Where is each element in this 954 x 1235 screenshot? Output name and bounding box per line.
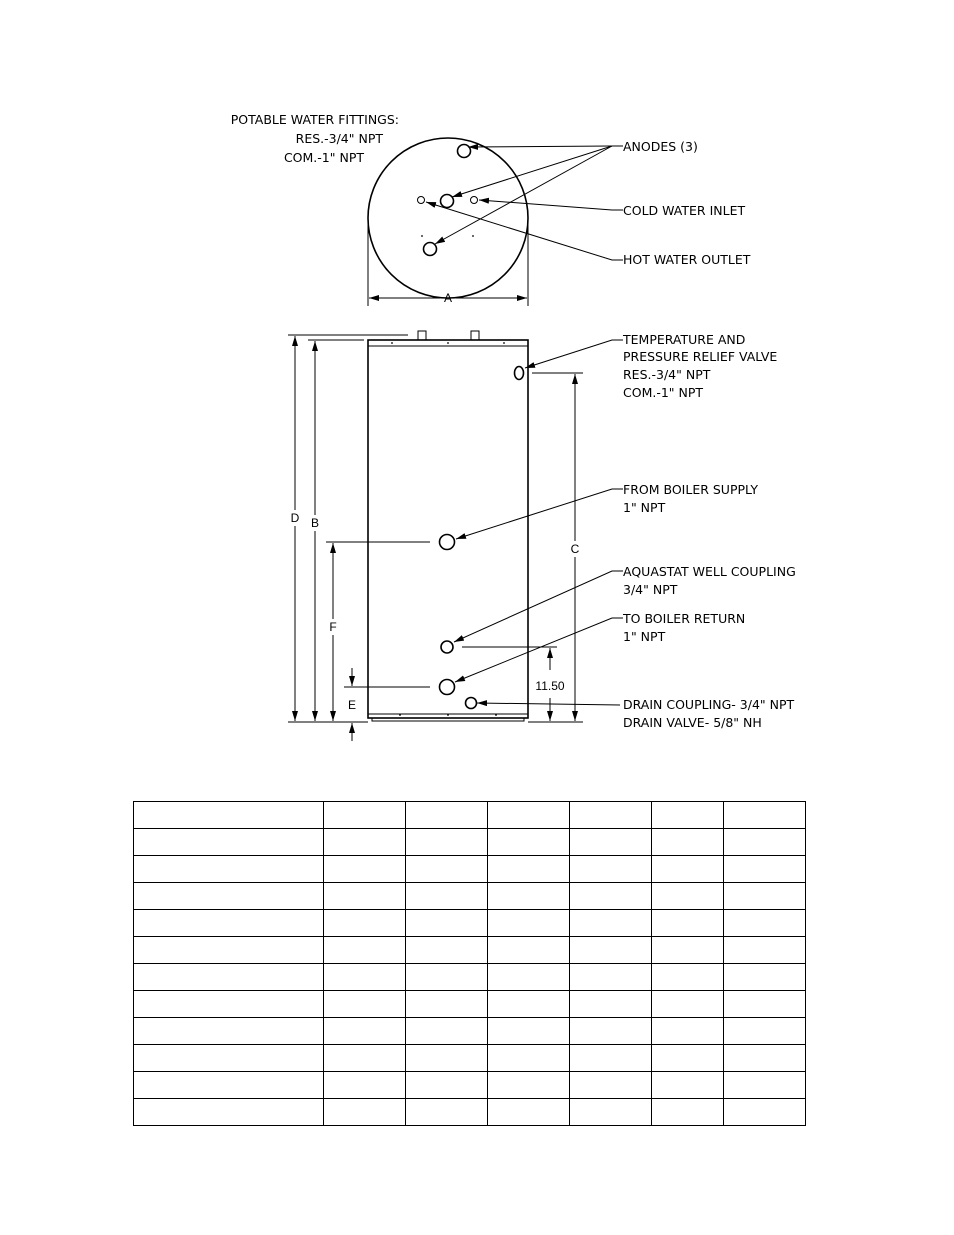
table-cell	[724, 883, 806, 910]
leader-arrow	[454, 571, 623, 642]
tank-base	[372, 718, 524, 721]
table-cell	[406, 829, 488, 856]
table-cell	[406, 1045, 488, 1072]
table-cell	[570, 1018, 652, 1045]
table-cell	[724, 802, 806, 829]
table-cell	[652, 937, 724, 964]
table-cell	[724, 910, 806, 937]
side-view	[288, 331, 800, 741]
table-row	[134, 883, 806, 910]
table-cell	[652, 856, 724, 883]
table-cell	[652, 829, 724, 856]
table-cell	[324, 910, 406, 937]
mark-dot	[399, 714, 401, 716]
table-cell	[488, 1018, 570, 1045]
table-row	[134, 802, 806, 829]
table-cell	[324, 883, 406, 910]
table-cell	[570, 964, 652, 991]
table-cell	[488, 856, 570, 883]
leader-arrow	[426, 202, 623, 260]
table-cell	[724, 991, 806, 1018]
mark-dot	[447, 342, 449, 344]
cold-inlet-fitting	[471, 197, 478, 204]
table-cell	[324, 856, 406, 883]
table-cell	[724, 1045, 806, 1072]
table-cell	[324, 1072, 406, 1099]
mark-dot	[503, 342, 505, 344]
table-cell	[406, 991, 488, 1018]
table-cell	[134, 937, 324, 964]
table-row	[134, 964, 806, 991]
table-cell	[570, 856, 652, 883]
table-cell	[488, 1099, 570, 1126]
dim-b-label: B	[310, 516, 320, 530]
table-row	[134, 1018, 806, 1045]
drain-label: DRAIN COUPLING- 3/4" NPT DRAIN VALVE- 5/8" NH	[623, 697, 795, 730]
leader-arrow	[456, 489, 623, 539]
table-cell	[406, 856, 488, 883]
table-cell	[488, 802, 570, 829]
table-cell	[406, 937, 488, 964]
table-cell	[406, 1018, 488, 1045]
table-cell	[570, 802, 652, 829]
table-cell	[488, 829, 570, 856]
anode-fitting	[458, 145, 471, 158]
tank-body	[368, 340, 528, 718]
anode-fitting	[441, 195, 454, 208]
table-cell	[324, 991, 406, 1018]
table-cell	[488, 937, 570, 964]
table-row	[134, 856, 806, 883]
table-cell	[570, 1099, 652, 1126]
table-cell	[652, 1099, 724, 1126]
tp-valve-label: TEMPERATURE AND PRESSURE RELIEF VALVE RES.-3/4" NPT COM.-1" NPT	[623, 332, 778, 400]
table-cell	[724, 856, 806, 883]
anodes-label: ANODES (3)	[623, 139, 698, 154]
table-cell	[134, 1018, 324, 1045]
table-cell	[570, 1045, 652, 1072]
dim-fixed-label: 11.50	[535, 679, 565, 693]
mark-dot	[421, 235, 423, 237]
anode-fitting	[424, 243, 437, 256]
leader-arrow	[525, 340, 623, 368]
table-cell	[488, 1045, 570, 1072]
dim-c-label: C	[570, 542, 580, 556]
mark-dot	[391, 342, 393, 344]
table-cell	[570, 991, 652, 1018]
table-cell	[652, 883, 724, 910]
dim-f-label: F	[329, 620, 337, 634]
table-cell	[724, 1072, 806, 1099]
table-row	[134, 937, 806, 964]
cold-inlet-label: COLD WATER INLET	[623, 203, 746, 218]
table-row	[134, 1072, 806, 1099]
table-cell	[134, 1045, 324, 1072]
table-cell	[134, 1099, 324, 1126]
mark-dot	[472, 235, 474, 237]
table-cell	[570, 910, 652, 937]
aquastat-fitting	[441, 641, 453, 653]
table-cell	[570, 1072, 652, 1099]
table-cell	[488, 910, 570, 937]
table-cell	[324, 937, 406, 964]
table-cell	[324, 1018, 406, 1045]
table-cell	[324, 1099, 406, 1126]
table-cell	[406, 964, 488, 991]
boiler-supply-fitting	[440, 535, 455, 550]
table-row	[134, 910, 806, 937]
leader-arrow	[477, 703, 620, 705]
fittings-label: POTABLE WATER FITTINGS: RES.-3/4" NPT COM.-1" NPT	[230, 112, 400, 165]
dim-d-label: D	[290, 511, 300, 525]
table-row	[134, 1045, 806, 1072]
table-cell	[652, 1072, 724, 1099]
mark-dot	[495, 714, 497, 716]
dim-e-label: E	[347, 698, 357, 712]
leader-arrow	[468, 146, 612, 147]
table-cell	[134, 856, 324, 883]
table-cell	[134, 883, 324, 910]
dim-a-label: A	[443, 291, 453, 305]
table-cell	[406, 1099, 488, 1126]
table-cell	[652, 1018, 724, 1045]
leader-arrow	[452, 146, 612, 197]
table-cell	[724, 964, 806, 991]
table-cell	[652, 991, 724, 1018]
leader-arrow	[455, 618, 623, 682]
table-cell	[134, 1072, 324, 1099]
top-nipple	[418, 331, 426, 340]
drain-fitting	[466, 698, 477, 709]
table-cell	[134, 802, 324, 829]
hot-outlet-fitting	[418, 197, 425, 204]
table-cell	[724, 1018, 806, 1045]
table-row	[134, 829, 806, 856]
tp-valve-fitting	[515, 367, 524, 380]
table-cell	[570, 937, 652, 964]
table-cell	[488, 991, 570, 1018]
table-cell	[324, 1045, 406, 1072]
table-cell	[724, 1099, 806, 1126]
table-cell	[652, 1045, 724, 1072]
table-cell	[488, 883, 570, 910]
table-cell	[324, 802, 406, 829]
table-cell	[134, 910, 324, 937]
table-cell	[324, 829, 406, 856]
table-cell	[724, 829, 806, 856]
boiler-supply-label: FROM BOILER SUPPLY 1" NPT	[623, 482, 758, 515]
table-cell	[488, 1072, 570, 1099]
table-cell	[570, 829, 652, 856]
table-cell	[134, 829, 324, 856]
table-row	[134, 1099, 806, 1126]
table-cell	[406, 910, 488, 937]
leader-arrow	[479, 200, 623, 210]
table-row	[134, 991, 806, 1018]
table-cell	[652, 802, 724, 829]
table-cell	[488, 964, 570, 991]
boiler-return-label: TO BOILER RETURN 1" NPT	[623, 611, 746, 644]
top-nipple	[471, 331, 479, 340]
table-cell	[406, 802, 488, 829]
spec-table	[133, 801, 806, 1126]
table-cell	[406, 1072, 488, 1099]
table-cell	[324, 964, 406, 991]
tank-top-circle	[368, 138, 528, 298]
mark-dot	[447, 714, 449, 716]
table-cell	[652, 964, 724, 991]
leader-arrow	[435, 146, 612, 244]
table-cell	[134, 991, 324, 1018]
table-cell	[724, 937, 806, 964]
table-cell	[652, 910, 724, 937]
boiler-return-fitting	[440, 680, 455, 695]
table-cell	[134, 964, 324, 991]
table-cell	[570, 883, 652, 910]
table-cell	[406, 883, 488, 910]
hot-outlet-label: HOT WATER OUTLET	[623, 252, 751, 267]
aquastat-label: AQUASTAT WELL COUPLING 3/4" NPT	[623, 564, 796, 597]
top-view	[231, 112, 751, 306]
